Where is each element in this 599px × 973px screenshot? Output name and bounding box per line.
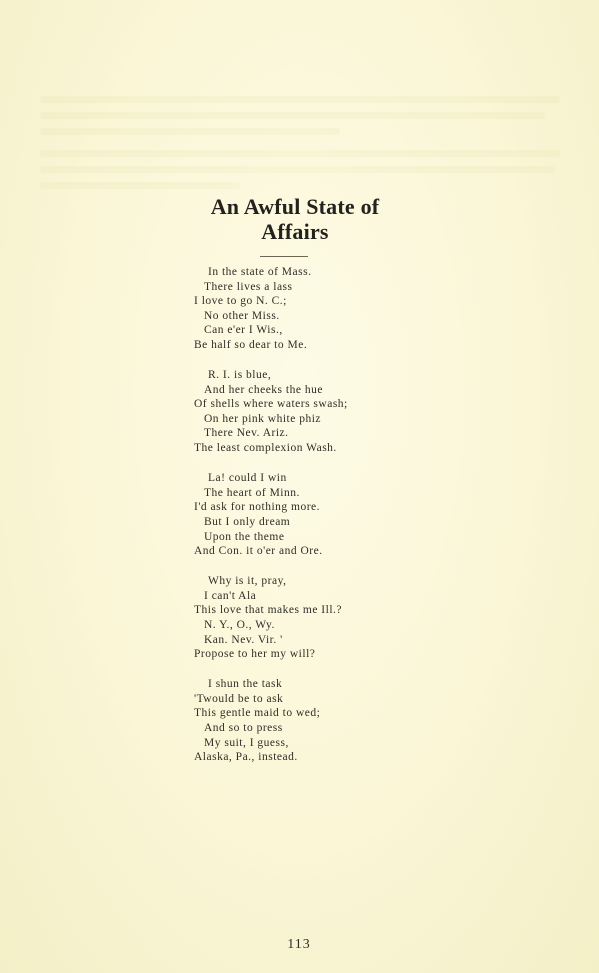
- poem-line: Kan. Nev. Vir. ': [204, 633, 283, 646]
- poem-line: There Nev. Ariz.: [204, 427, 289, 440]
- poem-title-line-1: An Awful State of: [210, 194, 380, 219]
- bleed-through-line: [40, 128, 340, 135]
- bleed-through-text: [0, 0, 599, 300]
- poem-line: In the state of Mass.: [208, 266, 312, 278]
- bleed-through-line: [40, 166, 555, 173]
- poem-line: On her pink white phiz: [204, 412, 322, 425]
- poem-line: Alaska, Pa., instead.: [194, 751, 298, 764]
- poem-line: The heart of Minn.: [204, 486, 300, 499]
- poem-line: I can't Ala: [204, 589, 257, 602]
- poem-line: And her cheeks the hue: [204, 383, 323, 396]
- bleed-through-line: [40, 96, 560, 103]
- poem-line: I'd ask for nothing more.: [194, 501, 321, 514]
- poem-line: My suit, I guess,: [204, 736, 289, 749]
- poem-title-line-2: Affairs: [261, 219, 329, 244]
- poem-line: And so to press: [204, 722, 283, 735]
- poem-line: Why is it, pray,: [208, 575, 287, 588]
- poem-line: I shun the task: [208, 678, 283, 691]
- poem-line: N. Y., O., Wy.: [204, 618, 275, 631]
- poem-line: And Con. it o'er and Ore.: [194, 545, 323, 558]
- poem-line: I love to go N. C.;: [194, 295, 287, 308]
- poem-line: Be half so dear to Me.: [194, 338, 308, 351]
- poem-line: No other Miss.: [204, 309, 280, 322]
- title-divider: [260, 256, 308, 257]
- poem-line: R. I. is blue,: [208, 369, 272, 382]
- poem-line: 'Twould be to ask: [194, 692, 284, 705]
- poem-line: This love that makes me Ill.?: [194, 604, 342, 617]
- poem-stanza: [194, 677, 444, 765]
- poem-line: Of shells where waters swash;: [194, 398, 348, 411]
- poem-stanza: [194, 574, 444, 662]
- bleed-through-line: [40, 112, 545, 119]
- poem-line: But I only dream: [204, 515, 291, 528]
- poem-line: This gentle maid to wed;: [194, 707, 321, 720]
- poem-title: [150, 194, 440, 244]
- bleed-through-line: [40, 182, 240, 189]
- poem-body: [194, 265, 444, 780]
- poem-line: Can e'er I Wis.,: [204, 324, 283, 337]
- poem-line: There lives a lass: [204, 280, 293, 293]
- poem-line: Upon the theme: [204, 530, 285, 543]
- poem-stanza: [194, 265, 444, 353]
- page-number: 113: [287, 937, 311, 952]
- poem-stanza: [194, 368, 444, 456]
- poem-stanza: [194, 471, 444, 559]
- poem-line: Propose to her my will?: [194, 648, 316, 661]
- bleed-through-heading: [175, 30, 425, 56]
- bleed-through-line: [40, 150, 560, 157]
- poem-line: La! could I win: [208, 472, 287, 485]
- poem-line: The least complexion Wash.: [194, 442, 337, 455]
